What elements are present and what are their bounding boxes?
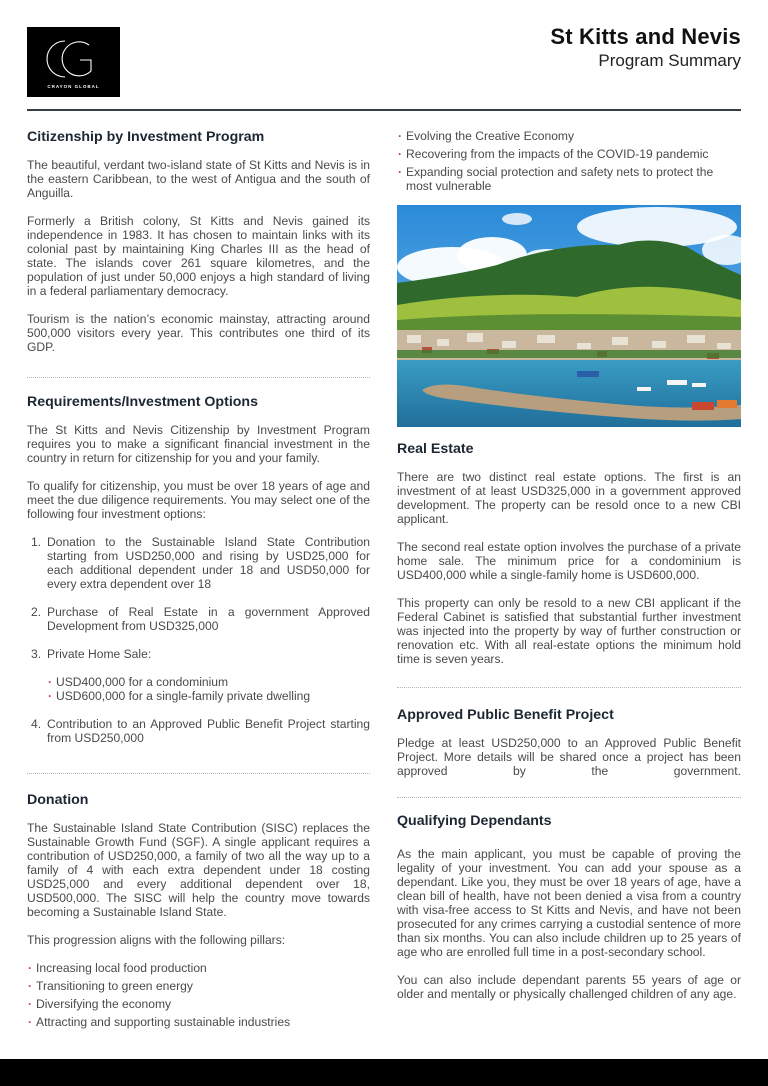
- option-number: 1.: [31, 535, 42, 549]
- left-column: [27, 124, 370, 1033]
- paragraph: This property can only be resold to a new CBI applicant if the Federal Cabinet is satisfied that substantial further investment was injected into the property by way of further construction or renovation etc. With all real-estate options the minimum hold time is seven years.: [397, 596, 741, 666]
- section-heading: Requirements/Investment Options: [27, 394, 258, 410]
- dotted-divider: [27, 377, 370, 378]
- paragraph: Formerly a British colony, St Kitts and Nevis gained its independence in 1983. It has chosen to maintain links with its colonial past by maintaining King Charles III as the head of state. The islands cover 261 square kilometres, and the population of just under 50,000 enjoys a high standard of living in a federal parliamentary democracy.: [27, 214, 370, 298]
- sub-item: [47, 689, 370, 703]
- paragraph: There are two distinct real estate options. The first is an investment of at least USD325,000 in a government approved development. The property can be resold once to a new CBI applicant.: [397, 470, 741, 526]
- section-heading: Donation: [27, 792, 89, 808]
- pillar-text: Transitioning to green energy: [36, 979, 193, 993]
- pillar-item: [27, 979, 370, 993]
- logo-brand-text: CRAYON GLOBAL: [47, 84, 100, 89]
- sub-item-text: USD600,000 for a single-family private dwelling: [56, 689, 311, 703]
- pillars-list-continued: [397, 129, 741, 193]
- pillar-text: Evolving the Creative Economy: [406, 129, 575, 143]
- header-divider: [27, 109, 741, 111]
- section-requirements: [27, 394, 370, 745]
- paragraph: To qualify for citizenship, you must be over 18 years of age and meet the due diligence requirements. You may select one of the following four investment options:: [27, 479, 370, 521]
- investment-option: [27, 605, 370, 633]
- pillar-text: Increasing local food production: [36, 961, 207, 975]
- option-text: Donation to the Sustainable Island State Contribution starting from USD250,000 and rising by USD25,000 for each additional dependent under 18 and USD50,000 for every extra dependent over 18: [47, 535, 370, 591]
- option-number: 3.: [31, 647, 42, 661]
- footer-bar: [0, 1059, 768, 1086]
- bullet-icon: ·: [48, 675, 53, 689]
- bullet-icon: ·: [398, 165, 403, 179]
- paragraph: As the main applicant, you must be capable of proving the legality of your investment. You can add your spouse as a dependant. Like you, they must be over 18 years of age, have a clean bill of health, have not been denied a visa from a country with visa-free access to St Kitts and Nevis, and have not been prosecuted for any crimes carrying a custodial sentence of more than six months. You can also include children up to 25 years of age who are enrolled full time in a post-secondary school.: [397, 847, 741, 959]
- bullet-icon: ·: [48, 689, 53, 703]
- pillar-item: [27, 961, 370, 975]
- section-real-estate: [397, 441, 741, 666]
- bullet-icon: ·: [28, 1015, 33, 1029]
- pillar-item: [397, 165, 741, 193]
- paragraph: This progression aligns with the following pillars:: [27, 933, 286, 947]
- dotted-divider: [27, 773, 370, 774]
- bullet-icon: ·: [28, 961, 33, 975]
- option-number: 2.: [31, 605, 42, 619]
- investment-option: [27, 535, 370, 591]
- pillar-item: [397, 147, 741, 161]
- crayon-global-logo: [27, 27, 120, 97]
- pillar-item: [397, 129, 741, 143]
- sub-item-text: USD400,000 for a condominium: [56, 675, 229, 689]
- section-public-benefit: [397, 707, 741, 778]
- option-text: Contribution to an Approved Public Benefit Project starting from USD250,000: [47, 717, 370, 745]
- right-column: [397, 124, 741, 1015]
- paragraph: The Sustainable Island State Contribution (SISC) replaces the Sustainable Growth Fund (SGF). A single applicant requires a contribution of USD250,000, a family of two all the way up to a family of 4 with each extra dependent under 18 costing USD25,000 and every additional dependent over 18, USD500,000. The SISC will help the country move towards becoming a Sustainable Island State.: [27, 821, 370, 919]
- paragraph: The beautiful, verdant two-island state of St Kitts and Nevis is in the eastern Caribbean, to the west of Antigua and the south of Anguilla.: [27, 158, 370, 200]
- dotted-divider: [397, 797, 741, 798]
- option-number: 4.: [31, 717, 42, 731]
- paragraph: The St Kitts and Nevis Citizenship by Investment Program requires you to make a significant financial investment in the country in return for citizenship for you and your family.: [27, 423, 370, 465]
- bullet-icon: ·: [28, 997, 33, 1011]
- pillar-text: Expanding social protection and safety nets to protect the most vulnerable: [406, 165, 714, 193]
- document-subtitle: Program Summary: [598, 51, 741, 70]
- pillar-item: [27, 997, 370, 1011]
- pillar-text: Diversifying the economy: [36, 997, 172, 1011]
- private-home-sale-sublist: [47, 675, 370, 703]
- pillar-item: [27, 1015, 370, 1029]
- pillar-text: Attracting and supporting sustainable industries: [36, 1015, 291, 1029]
- section-donation: [27, 792, 370, 1029]
- section-heading: Citizenship by Investment Program: [27, 129, 265, 145]
- bullet-icon: ·: [398, 129, 403, 143]
- paragraph: The second real estate option involves the purchase of a private home sale. The minimum price for a condominium is USD400,000 while a single-family home is USD600,000.: [397, 540, 741, 582]
- pillar-text: Recovering from the impacts of the COVID-19 pandemic: [406, 147, 709, 161]
- section-qualifying-dependants: [397, 813, 741, 1001]
- paragraph: Pledge at least USD250,000 to an Approved Public Benefit Project. More details will be shared once a project has been approved by the government.: [397, 736, 741, 778]
- document-title-block: [550, 24, 741, 71]
- pillars-list: [27, 961, 370, 1029]
- bullet-icon: ·: [28, 979, 33, 993]
- bullet-icon: ·: [398, 147, 403, 161]
- st-kitts-harbour-photo: [397, 205, 741, 427]
- section-heading: Qualifying Dependants: [397, 813, 552, 829]
- section-heading: Approved Public Benefit Project: [397, 707, 614, 723]
- investment-option: [27, 717, 370, 745]
- dotted-divider: [397, 687, 741, 688]
- investment-options-list: [27, 535, 370, 745]
- section-cbi-program: [27, 129, 370, 354]
- option-text: Private Home Sale:: [47, 647, 152, 661]
- paragraph: You can also include dependant parents 55 years of age or older and mentally or physically challenged children of any age.: [397, 973, 741, 1001]
- investment-option: [27, 647, 370, 703]
- option-text: Purchase of Real Estate in a government Approved Development from USD325,000: [47, 605, 370, 633]
- section-heading: Real Estate: [397, 441, 474, 457]
- sub-item: [47, 675, 370, 689]
- paragraph: Tourism is the nation’s economic mainstay, attracting around 500,000 visitors every year. This contributes one third of its GDP.: [27, 312, 370, 354]
- document-title: St Kitts and Nevis: [550, 24, 741, 49]
